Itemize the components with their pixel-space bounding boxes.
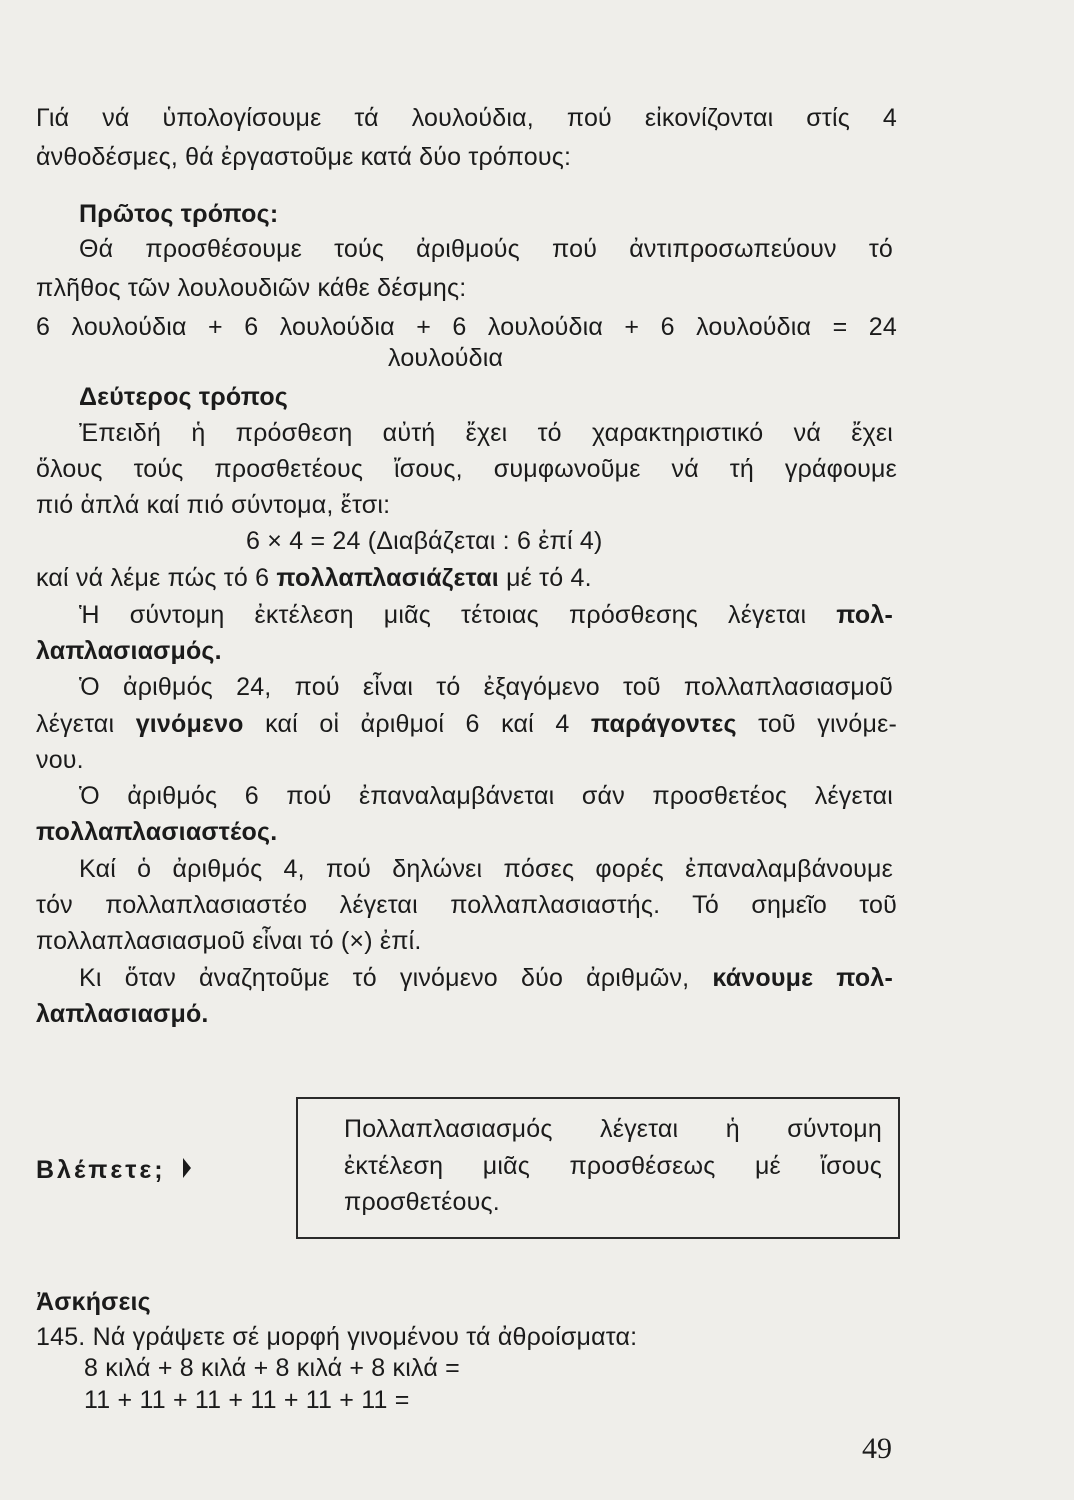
first-way-line-1: Θά προσθέσουμε τούς ἀριθμούς πού ἀντιπροσωπεύουν τό: [79, 235, 893, 263]
second-way-line-2: ὅλους τούς προσθετέους ἴσους, συμφωνοῦμε νά τή γράφουμε: [36, 455, 897, 483]
rule-line-2: ἐκτέλεση μιᾶς προσθέσεως μέ ἴσους: [344, 1152, 882, 1180]
exercise-expression-2: 11 + 11 + 11 + 11 + 11 + 11 =: [84, 1386, 410, 1414]
rule-box: [296, 1097, 900, 1239]
first-way-sum: 6 λουλούδια + 6 λουλούδια + 6 λουλούδια + 6 λουλούδια = 24: [36, 313, 897, 341]
second-way-line-1: Ἐπειδή ἡ πρόσθεση αὐτή ἔχει τό χαρακτηριστικό νά ἔχει: [79, 419, 893, 447]
first-way-sum-continued: λουλούδια: [388, 344, 504, 372]
multiplicand-line-1: Ὁ ἀριθμός 6 πού ἐπαναλαμβάνεται σάν προσθετέος λέγεται: [79, 782, 893, 810]
product-line-1: Ὁ ἀριθμός 24, πού εἶναι τό ἐξαγόμενο τοῦ πολλαπλασιασμοῦ: [79, 673, 893, 701]
term-multiplied: πολλαπλασιάζεται: [276, 564, 499, 592]
intro-line-1: Γιά νά ὑπολογίσουμε τά λουλούδια, πού εἰκονίζονται στίς 4: [36, 104, 897, 132]
second-way-line-4: καί νά λέμε πώς τό 6 πολλαπλασιάζεται μέ τό 4.: [36, 564, 592, 592]
multiplier-line-2: τόν πολλαπλασιαστέο λέγεται πολλαπλασιαστής. Τό σημεῖο τοῦ: [36, 891, 897, 919]
term-multiplicand: πολλαπλασιαστέος.: [36, 818, 278, 846]
term-do-multiplication: λαπλασιασμό.: [36, 1000, 209, 1028]
exercise-expression-1: 8 κιλά + 8 κιλά + 8 κιλά + 8 κιλά =: [84, 1354, 460, 1382]
second-way-line-3: πιό ἁπλά καί πιό σύντομα, ἔτσι:: [36, 491, 391, 519]
multiplier-line-1: Καί ὁ ἀριθμός 4, πού δηλώνει πόσες φορές ἐπαναλαμβάνουμε: [79, 855, 893, 883]
definition-line-1: Ἡ σύντομη ἐκτέλεση μιᾶς τέτοιας πρόσθεσης λέγεται πολ-: [79, 601, 893, 629]
term-multiplication: λαπλασιασμός.: [36, 637, 222, 665]
first-way-line-2: πλῆθος τῶν λουλουδιῶν κάθε δέσμης:: [36, 274, 467, 302]
term-product: γινόμενο: [135, 710, 244, 738]
page-number: 49: [862, 1432, 892, 1465]
intro-line-2: ἀνθοδέσμες, θά ἐργαστοῦμε κατά δύο τρόπους:: [36, 143, 572, 171]
product-line-3: νου.: [36, 746, 84, 774]
see-label: Βλέπετε;: [36, 1153, 192, 1188]
second-way-heading: Δεύτερος τρόπος: [79, 383, 289, 411]
search-line-1: Κι ὅταν ἀναζητοῦμε τό γινόμενο δύο ἀριθμῶν, κάνουμε πολ-: [79, 964, 893, 992]
rule-line-3: προσθετέους.: [344, 1188, 500, 1216]
pointer-arrow-icon: [182, 1154, 192, 1188]
multiplier-line-3: πολλαπλασιασμοῦ εἶναι τό (×) ἐπί.: [36, 927, 422, 955]
exercises-heading: Ἀσκήσεις: [36, 1288, 151, 1316]
multiplication-formula: 6 × 4 = 24 (Διαβάζεται : 6 ἐπί 4): [246, 527, 603, 555]
product-line-2: λέγεται γινόμενο καί οἱ ἀριθμοί 6 καί 4 παράγοντες τοῦ γινόμε-: [36, 710, 897, 738]
term-factors: παράγοντες: [590, 710, 737, 738]
rule-line-1: Πολλαπλασιασμός λέγεται ἡ σύντομη: [344, 1115, 882, 1143]
exercise-145: 145. Νά γράψετε σέ μορφή γινομένου τά ἀθροίσματα:: [36, 1323, 638, 1351]
first-way-heading: Πρῶτος τρόπος:: [79, 200, 279, 228]
